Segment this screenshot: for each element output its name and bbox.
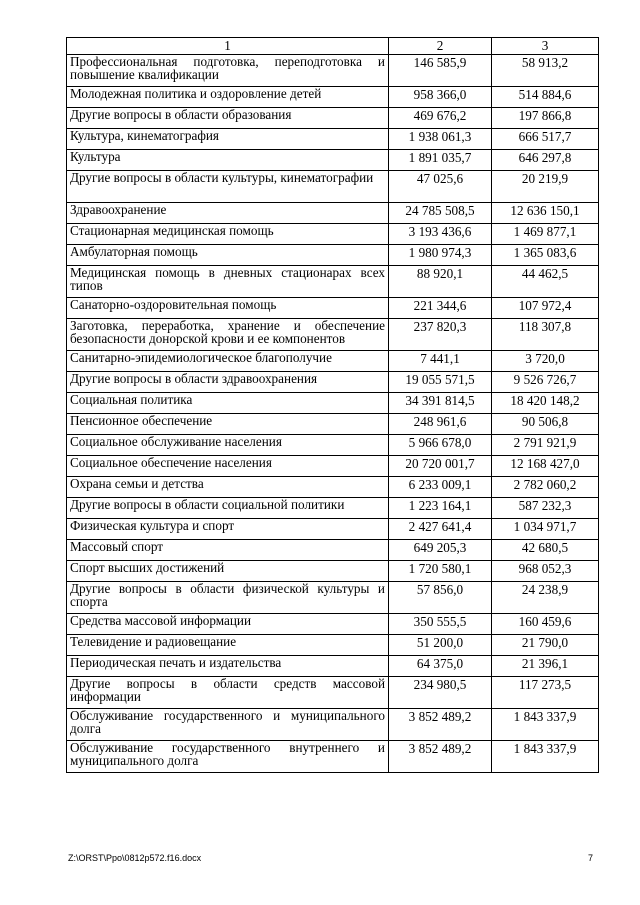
row-value-col2-cell: 1 938 061,3 <box>389 129 492 150</box>
table-row <box>67 540 599 561</box>
table-row <box>67 108 599 129</box>
table-row <box>67 266 599 298</box>
table-row <box>67 677 599 709</box>
row-value-col3-cell: 24 238,9 <box>492 582 599 614</box>
table-row <box>67 298 599 319</box>
budget-table <box>66 37 599 773</box>
row-value-col3-cell: 666 517,7 <box>492 129 599 150</box>
row-value-col2-cell: 24 785 508,5 <box>389 203 492 224</box>
row-name-cell: Массовый спорт <box>67 540 389 561</box>
row-value-col3-cell: 160 459,6 <box>492 614 599 635</box>
row-name-cell: Социальное обслуживание населения <box>67 435 389 456</box>
table-row <box>67 498 599 519</box>
row-value-col2-cell: 20 720 001,7 <box>389 456 492 477</box>
row-value-col2-cell: 146 585,9 <box>389 55 492 87</box>
row-value-col2-cell: 5 966 678,0 <box>389 435 492 456</box>
row-name-cell: Здравоохранение <box>67 203 389 224</box>
row-value-col2-cell: 1 720 580,1 <box>389 561 492 582</box>
row-value-col3-cell: 968 052,3 <box>492 561 599 582</box>
row-value-col2-cell: 1 980 974,3 <box>389 245 492 266</box>
row-name-cell: Другие вопросы в области средств массовой информации <box>67 677 389 709</box>
row-name-cell: Санаторно-оздоровительная помощь <box>67 298 389 319</box>
row-value-col2-cell: 221 344,6 <box>389 298 492 319</box>
row-value-col3-cell: 21 790,0 <box>492 635 599 656</box>
row-value-col2-cell: 248 961,6 <box>389 414 492 435</box>
row-value-col3-cell: 1 843 337,9 <box>492 709 599 741</box>
table-row <box>67 709 599 741</box>
row-value-col2-cell: 64 375,0 <box>389 656 492 677</box>
row-value-col2-cell: 19 055 571,5 <box>389 372 492 393</box>
row-name-cell: Культура, кинематография <box>67 129 389 150</box>
table-row <box>67 614 599 635</box>
table-row <box>67 582 599 614</box>
row-name-cell: Другие вопросы в области физической культуры и спорта <box>67 582 389 614</box>
row-value-col3-cell: 21 396,1 <box>492 656 599 677</box>
row-name-cell: Другие вопросы в области культуры, кинематографии <box>67 171 389 203</box>
table-row <box>67 351 599 372</box>
row-name-cell: Социальное обеспечение населения <box>67 456 389 477</box>
row-name-cell: Социальная политика <box>67 393 389 414</box>
row-value-col3-cell: 2 782 060,2 <box>492 477 599 498</box>
row-value-col3-cell: 12 636 150,1 <box>492 203 599 224</box>
header-row <box>67 38 599 55</box>
row-value-col3-cell: 107 972,4 <box>492 298 599 319</box>
row-value-col2-cell: 234 980,5 <box>389 677 492 709</box>
row-value-col2-cell: 57 856,0 <box>389 582 492 614</box>
row-value-col2-cell: 649 205,3 <box>389 540 492 561</box>
row-name-cell: Телевидение и радиовещание <box>67 635 389 656</box>
row-value-col3-cell: 646 297,8 <box>492 150 599 171</box>
row-value-col2-cell: 3 193 436,6 <box>389 224 492 245</box>
table-row <box>67 203 599 224</box>
column-header-1: 1 <box>67 38 389 55</box>
column-header-2: 2 <box>389 38 492 55</box>
row-name-cell: Медицинская помощь в дневных стационарах всех типов <box>67 266 389 298</box>
row-name-cell: Охрана семьи и детства <box>67 477 389 498</box>
row-name-cell: Культура <box>67 150 389 171</box>
table-row <box>67 372 599 393</box>
row-value-col2-cell: 958 366,0 <box>389 87 492 108</box>
row-value-col3-cell: 1 843 337,9 <box>492 741 599 773</box>
table-row <box>67 561 599 582</box>
row-value-col2-cell: 2 427 641,4 <box>389 519 492 540</box>
row-name-cell: Обслуживание государственного и муниципального долга <box>67 709 389 741</box>
row-value-col2-cell: 350 555,5 <box>389 614 492 635</box>
footer-page-number: 7 <box>588 853 594 863</box>
table-row <box>67 414 599 435</box>
row-value-col3-cell: 3 720,0 <box>492 351 599 372</box>
table-row <box>67 393 599 414</box>
row-name-cell: Молодежная политика и оздоровление детей <box>67 87 389 108</box>
row-value-col2-cell: 34 391 814,5 <box>389 393 492 414</box>
table-row <box>67 150 599 171</box>
table-row <box>67 477 599 498</box>
table-row <box>67 87 599 108</box>
row-name-cell: Санитарно-эпидемиологическое благополучие <box>67 351 389 372</box>
row-value-col3-cell: 12 168 427,0 <box>492 456 599 477</box>
row-value-col3-cell: 587 232,3 <box>492 498 599 519</box>
row-value-col3-cell: 58 913,2 <box>492 55 599 87</box>
row-name-cell: Периодическая печать и издательства <box>67 656 389 677</box>
column-header-3: 3 <box>492 38 599 55</box>
row-value-col3-cell: 2 791 921,9 <box>492 435 599 456</box>
row-name-cell: Пенсионное обеспечение <box>67 414 389 435</box>
row-value-col2-cell: 237 820,3 <box>389 319 492 351</box>
row-value-col2-cell: 88 920,1 <box>389 266 492 298</box>
footer-file-path: Z:\ORST\Ppo\0812p572.f16.docx <box>68 853 202 863</box>
row-value-col2-cell: 7 441,1 <box>389 351 492 372</box>
row-value-col3-cell: 90 506,8 <box>492 414 599 435</box>
row-value-col2-cell: 1 891 035,7 <box>389 150 492 171</box>
row-value-col3-cell: 20 219,9 <box>492 171 599 203</box>
row-value-col2-cell: 47 025,6 <box>389 171 492 203</box>
table-row <box>67 656 599 677</box>
table-row <box>67 635 599 656</box>
row-name-cell: Амбулаторная помощь <box>67 245 389 266</box>
row-value-col3-cell: 1 365 083,6 <box>492 245 599 266</box>
row-name-cell: Другие вопросы в области социальной политики <box>67 498 389 519</box>
table-row <box>67 171 599 203</box>
table-row <box>67 55 599 87</box>
table-body <box>67 55 599 773</box>
table-row <box>67 129 599 150</box>
row-value-col2-cell: 51 200,0 <box>389 635 492 656</box>
row-name-cell: Обслуживание государственного внутреннего и муниципального долга <box>67 741 389 773</box>
row-name-cell: Другие вопросы в области здравоохранения <box>67 372 389 393</box>
table-row <box>67 456 599 477</box>
row-value-col3-cell: 18 420 148,2 <box>492 393 599 414</box>
row-value-col3-cell: 514 884,6 <box>492 87 599 108</box>
row-value-col2-cell: 3 852 489,2 <box>389 741 492 773</box>
row-value-col2-cell: 3 852 489,2 <box>389 709 492 741</box>
row-name-cell: Профессиональная подготовка, переподготовка и повышение квалификации <box>67 55 389 87</box>
table-row <box>67 245 599 266</box>
row-value-col3-cell: 44 462,5 <box>492 266 599 298</box>
table-row <box>67 435 599 456</box>
table-row <box>67 319 599 351</box>
row-value-col3-cell: 197 866,8 <box>492 108 599 129</box>
row-value-col3-cell: 1 469 877,1 <box>492 224 599 245</box>
row-name-cell: Заготовка, переработка, хранение и обеспечение безопасности донорской крови и ее компонентов <box>67 319 389 351</box>
row-value-col2-cell: 469 676,2 <box>389 108 492 129</box>
table-row <box>67 741 599 773</box>
row-name-cell: Средства массовой информации <box>67 614 389 635</box>
table-row <box>67 519 599 540</box>
row-name-cell: Физическая культура и спорт <box>67 519 389 540</box>
row-value-col3-cell: 1 034 971,7 <box>492 519 599 540</box>
row-value-col2-cell: 1 223 164,1 <box>389 498 492 519</box>
row-value-col3-cell: 117 273,5 <box>492 677 599 709</box>
row-value-col2-cell: 6 233 009,1 <box>389 477 492 498</box>
table-row <box>67 224 599 245</box>
row-value-col3-cell: 9 526 726,7 <box>492 372 599 393</box>
row-value-col3-cell: 118 307,8 <box>492 319 599 351</box>
row-name-cell: Спорт высших достижений <box>67 561 389 582</box>
row-value-col3-cell: 42 680,5 <box>492 540 599 561</box>
row-name-cell: Другие вопросы в области образования <box>67 108 389 129</box>
row-name-cell: Стационарная медицинская помощь <box>67 224 389 245</box>
